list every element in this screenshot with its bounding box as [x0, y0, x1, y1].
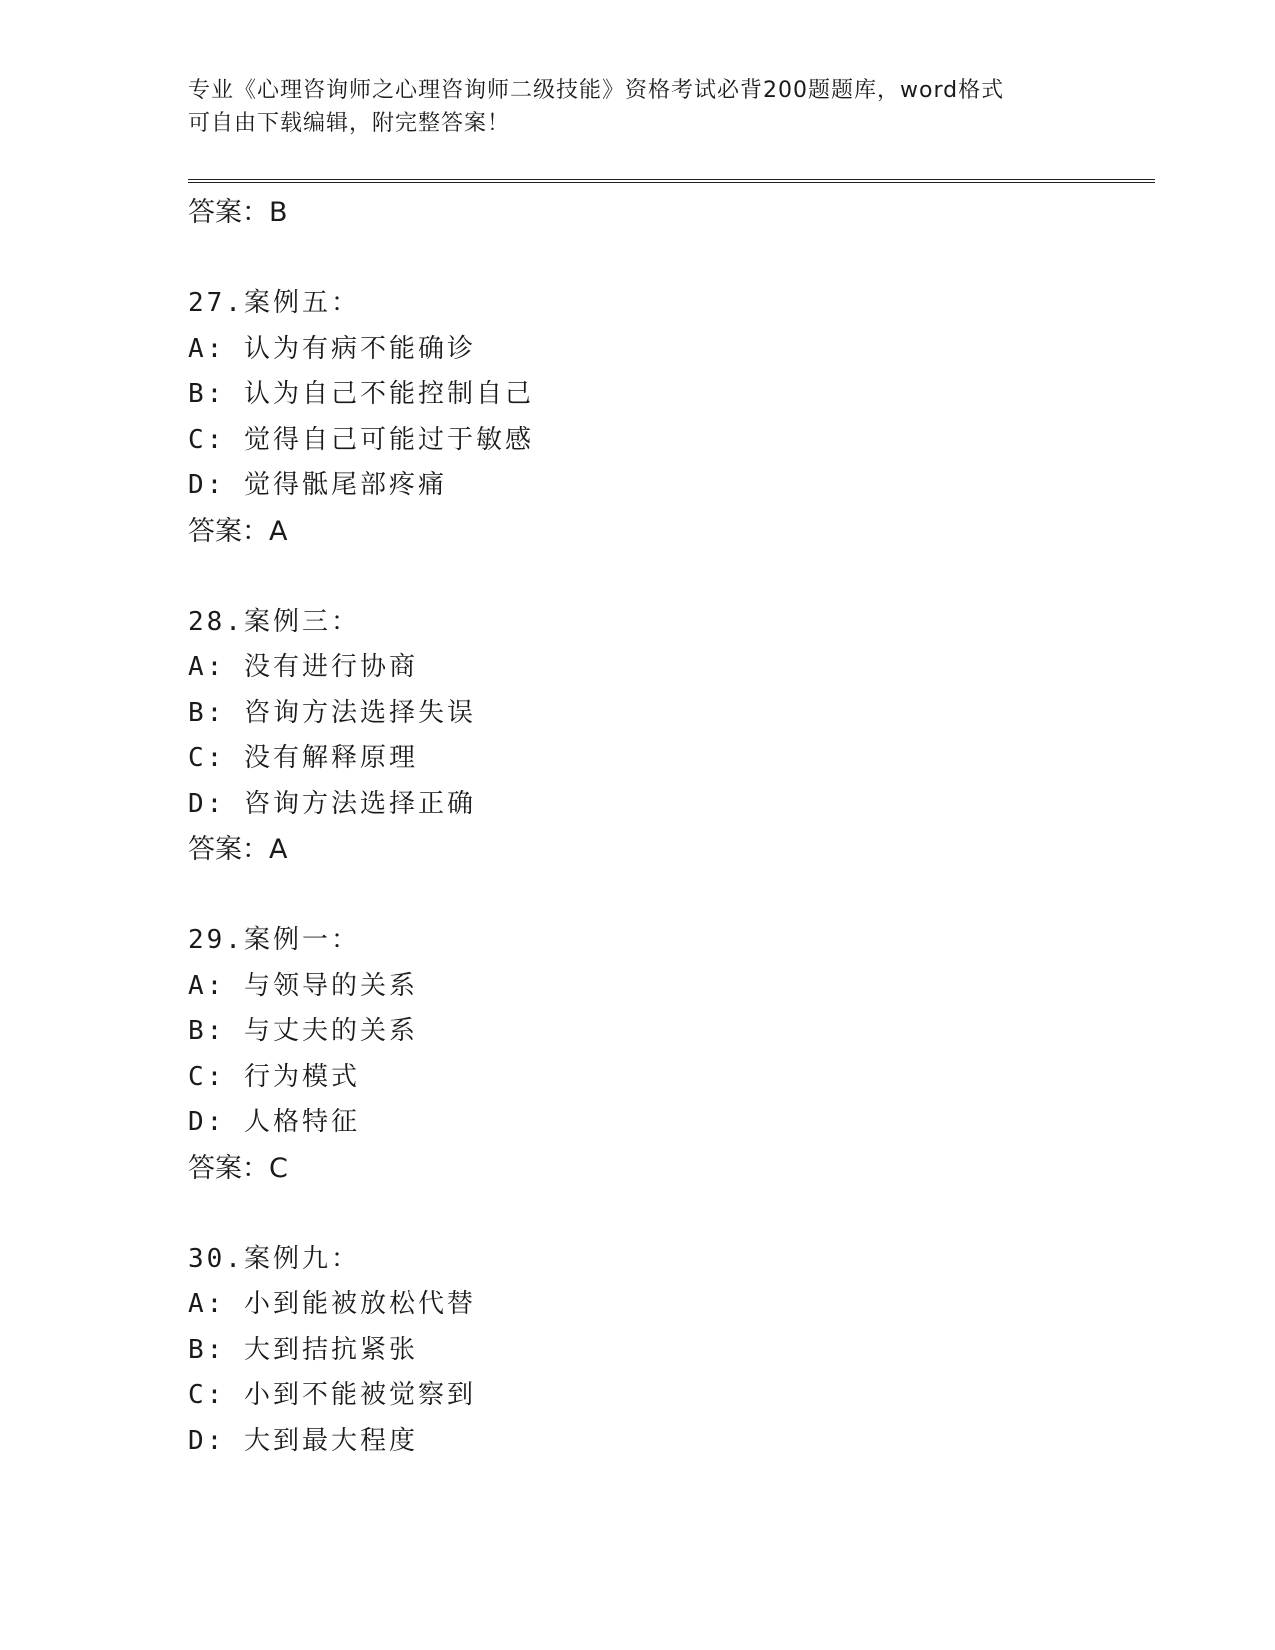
header-line-1: 专业《心理咨询师之心理咨询师二级技能》资格考试必背200题题库，word格式 [188, 78, 1005, 103]
question-block [188, 1237, 1148, 1465]
option-c: C: 觉得自己可能过于敏感 [188, 424, 534, 455]
question-answer: 答案：C [188, 1152, 288, 1184]
option-b: B: 认为自己不能控制自己 [188, 379, 534, 409]
option-b: B: 咨询方法选择失误 [188, 697, 476, 728]
option-c: C: 没有解释原理 [188, 743, 418, 773]
spacer [188, 873, 1148, 918]
question-answer: 答案：A [188, 515, 288, 547]
option-d: D: 咨询方法选择正确 [188, 788, 476, 819]
spacer [188, 236, 1148, 281]
header-divider [188, 179, 1155, 183]
question-title: 28.案例三： [188, 606, 360, 637]
option-a: A: 与领导的关系 [188, 970, 418, 1001]
question-answer: 答案：A [188, 834, 288, 865]
question-title: 27.案例五： [188, 288, 360, 318]
option-a: A: 小到能被放松代替 [188, 1289, 476, 1319]
option-c: C: 行为模式 [188, 1061, 360, 1092]
option-d: D: 觉得骶尾部疼痛 [188, 470, 447, 500]
question-block [188, 918, 1148, 1192]
option-c: C: 小到不能被觉察到 [188, 1380, 476, 1410]
question-block [188, 600, 1148, 874]
option-a: A: 没有进行协商 [188, 652, 418, 682]
option-b: B: 与丈夫的关系 [188, 1016, 418, 1046]
question-title: 30.案例九： [188, 1243, 360, 1274]
question-block [188, 281, 1148, 555]
spacer [188, 1192, 1148, 1237]
header-line-2: 可自由下载编辑，附完整答案！ [188, 111, 511, 136]
previous-answer: 答案：B [188, 197, 288, 228]
document-body [188, 190, 1148, 1464]
option-d: D: 人格特征 [188, 1107, 360, 1137]
option-a: A: 认为有病不能确诊 [188, 333, 476, 364]
option-b: B: 大到拮抗紧张 [188, 1334, 418, 1365]
option-d: D: 大到最大程度 [188, 1425, 418, 1456]
spacer [188, 555, 1148, 600]
page-header [188, 74, 1088, 140]
question-title: 29.案例一： [188, 925, 360, 955]
